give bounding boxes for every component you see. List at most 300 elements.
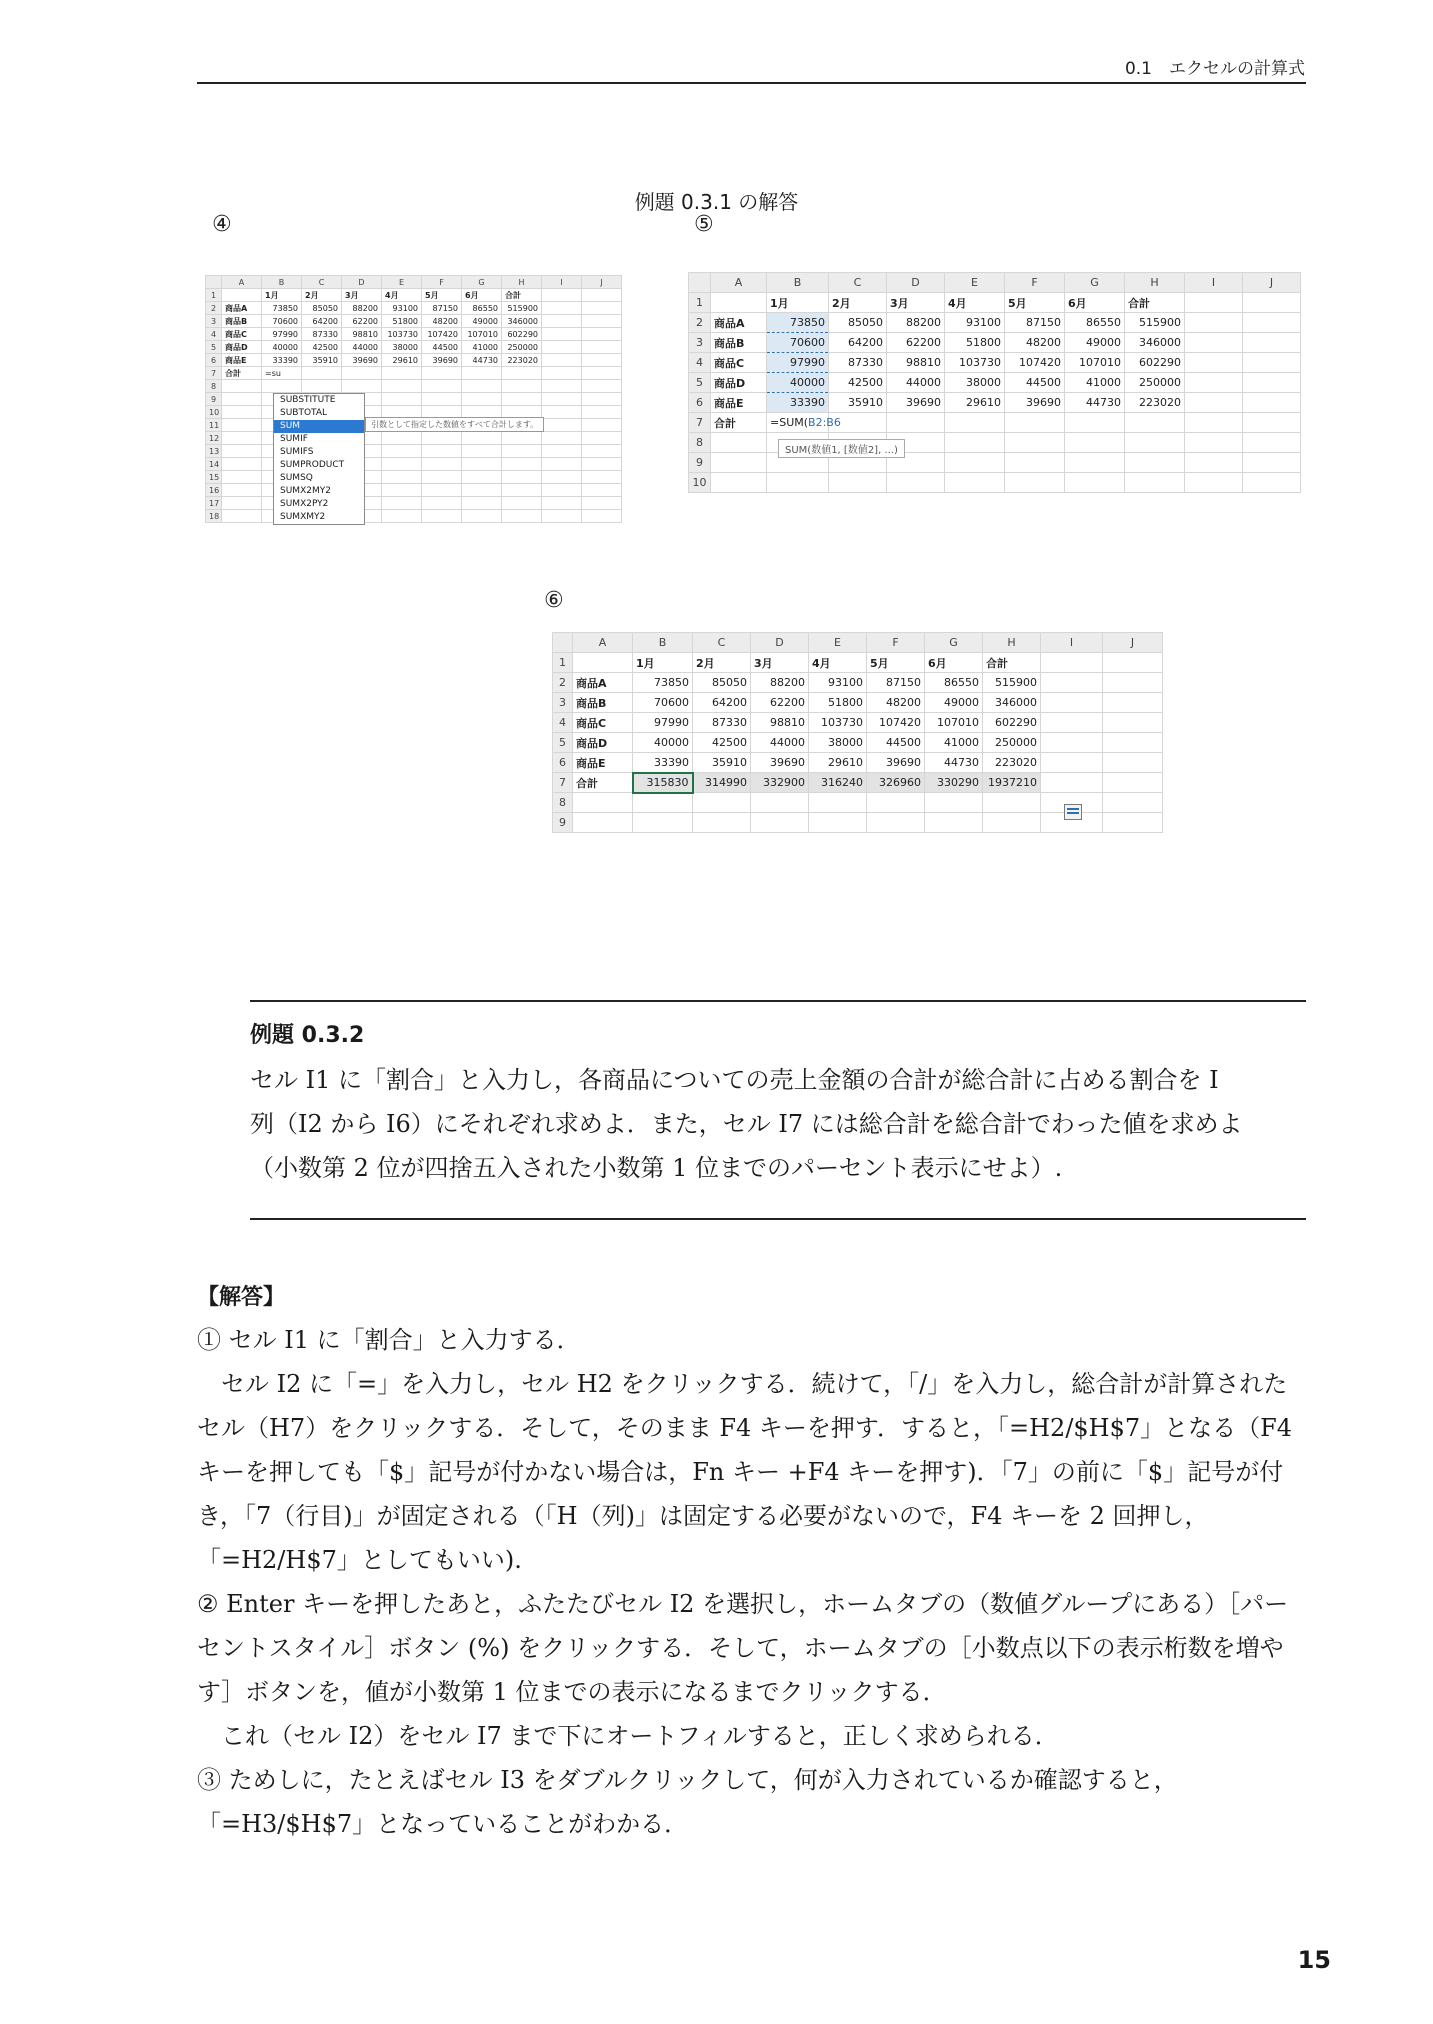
cell[interactable] [582, 393, 622, 406]
cell[interactable]: 49000 [1065, 333, 1125, 353]
cell[interactable]: 29610 [945, 393, 1005, 413]
cell[interactable]: 70600 [262, 315, 302, 328]
cell[interactable]: 64200 [693, 693, 751, 713]
column-header-C[interactable]: C [693, 633, 751, 653]
cell[interactable] [502, 471, 542, 484]
cell[interactable]: 40000 [767, 373, 829, 393]
cell[interactable]: 商品E [711, 393, 767, 413]
cell[interactable]: 85050 [302, 302, 342, 315]
cell[interactable] [751, 793, 809, 813]
cell[interactable]: 315830 [633, 773, 693, 793]
cell[interactable] [1103, 653, 1163, 673]
dropdown-item-sumproduct[interactable]: SUMPRODUCT [280, 460, 345, 470]
cell[interactable] [1065, 433, 1125, 453]
cell[interactable]: 98810 [342, 328, 382, 341]
cell[interactable]: 62200 [887, 333, 945, 353]
cell[interactable]: 93100 [382, 302, 422, 315]
cell[interactable]: 48200 [867, 693, 925, 713]
cell[interactable] [422, 497, 462, 510]
cell[interactable] [382, 510, 422, 523]
row-header[interactable]: 9 [689, 453, 711, 473]
cell[interactable] [887, 413, 945, 433]
dropdown-item-subtotal[interactable]: SUBTOTAL [280, 408, 328, 418]
cell[interactable] [462, 393, 502, 406]
cell[interactable]: 49000 [925, 693, 983, 713]
cell[interactable] [542, 458, 582, 471]
cell[interactable] [1103, 813, 1163, 833]
cell[interactable]: 346000 [983, 693, 1041, 713]
row-header[interactable]: 1 [553, 653, 573, 673]
cell[interactable] [302, 380, 342, 393]
cell[interactable]: 35910 [302, 354, 342, 367]
cell[interactable] [462, 458, 502, 471]
cell[interactable]: 44500 [1005, 373, 1065, 393]
cell[interactable]: 29610 [809, 753, 867, 773]
cell[interactable] [1243, 373, 1301, 393]
cell[interactable]: 商品A [222, 302, 262, 315]
cell[interactable] [542, 471, 582, 484]
cell[interactable] [1243, 353, 1301, 373]
cell[interactable] [945, 473, 1005, 493]
column-header-D[interactable]: D [751, 633, 809, 653]
column-header-H[interactable]: H [1125, 273, 1185, 293]
cell[interactable]: 5月 [1005, 293, 1065, 313]
cell[interactable]: 44500 [867, 733, 925, 753]
cell[interactable] [1185, 353, 1243, 373]
row-header[interactable]: 14 [206, 458, 222, 471]
cell[interactable] [462, 510, 502, 523]
cell[interactable]: 39690 [751, 753, 809, 773]
cell[interactable]: 3月 [751, 653, 809, 673]
cell[interactable]: 商品D [222, 341, 262, 354]
cell[interactable]: 44500 [422, 341, 462, 354]
cell[interactable] [582, 432, 622, 445]
cell[interactable] [582, 328, 622, 341]
cell[interactable]: 41000 [462, 341, 502, 354]
cell[interactable] [382, 497, 422, 510]
cell[interactable]: 商品D [711, 373, 767, 393]
cell[interactable]: 88200 [342, 302, 382, 315]
column-header-J[interactable]: J [1103, 633, 1163, 653]
cell[interactable] [502, 497, 542, 510]
cell[interactable] [867, 793, 925, 813]
cell[interactable] [1065, 413, 1125, 433]
column-header-J[interactable]: J [1243, 273, 1301, 293]
cell[interactable] [582, 367, 622, 380]
cell[interactable]: 346000 [502, 315, 542, 328]
cell[interactable]: 6月 [925, 653, 983, 673]
cell[interactable]: 合計 [502, 289, 542, 302]
cell[interactable]: 39690 [887, 393, 945, 413]
select-all-corner[interactable] [206, 276, 222, 289]
dropdown-item-sumsq[interactable]: SUMSQ [280, 473, 313, 483]
row-header[interactable]: 17 [206, 497, 222, 510]
column-header-I[interactable]: I [1185, 273, 1243, 293]
cell[interactable] [1243, 333, 1301, 353]
cell[interactable] [573, 813, 633, 833]
cell[interactable] [302, 367, 342, 380]
cell[interactable] [462, 471, 502, 484]
cell[interactable]: 86550 [925, 673, 983, 693]
cell[interactable]: 2月 [302, 289, 342, 302]
cell[interactable]: 107010 [462, 328, 502, 341]
cell[interactable] [422, 510, 462, 523]
column-header-D[interactable]: D [342, 276, 382, 289]
cell[interactable]: 6月 [462, 289, 502, 302]
cell[interactable] [633, 813, 693, 833]
column-header-G[interactable]: G [925, 633, 983, 653]
cell[interactable] [1243, 313, 1301, 333]
cell[interactable]: 93100 [809, 673, 867, 693]
cell[interactable]: 87330 [829, 353, 887, 373]
row-header[interactable]: 5 [206, 341, 222, 354]
cell[interactable] [1185, 473, 1243, 493]
cell[interactable]: 73850 [767, 313, 829, 333]
column-header-E[interactable]: E [945, 273, 1005, 293]
cell[interactable] [582, 341, 622, 354]
row-header[interactable]: 16 [206, 484, 222, 497]
cell[interactable] [751, 813, 809, 833]
cell[interactable] [342, 380, 382, 393]
cell[interactable] [1243, 433, 1301, 453]
row-header[interactable]: 13 [206, 445, 222, 458]
cell[interactable]: 合計 [711, 413, 767, 433]
column-header-B[interactable]: B [767, 273, 829, 293]
row-header[interactable]: 5 [553, 733, 573, 753]
cell[interactable]: 346000 [1125, 333, 1185, 353]
row-header[interactable]: 8 [553, 793, 573, 813]
column-header-D[interactable]: D [887, 273, 945, 293]
cell[interactable]: 33390 [633, 753, 693, 773]
cell[interactable]: 602290 [1125, 353, 1185, 373]
cell[interactable]: 41000 [925, 733, 983, 753]
cell[interactable]: 35910 [693, 753, 751, 773]
cell[interactable]: 98810 [751, 713, 809, 733]
row-header[interactable]: 10 [689, 473, 711, 493]
cell[interactable]: 39690 [1005, 393, 1065, 413]
cell[interactable] [542, 419, 582, 432]
cell[interactable] [542, 432, 582, 445]
cell[interactable]: 250000 [983, 733, 1041, 753]
cell[interactable] [582, 315, 622, 328]
cell[interactable]: 330290 [925, 773, 983, 793]
cell[interactable] [222, 458, 262, 471]
cell[interactable]: 商品C [573, 713, 633, 733]
cell[interactable]: 商品A [711, 313, 767, 333]
cell[interactable]: 107010 [925, 713, 983, 733]
cell[interactable]: 44730 [462, 354, 502, 367]
row-header[interactable]: 1 [689, 293, 711, 313]
cell[interactable]: 73850 [633, 673, 693, 693]
cell[interactable]: 合計 [983, 653, 1041, 673]
cell[interactable] [829, 473, 887, 493]
column-header-A[interactable]: A [711, 273, 767, 293]
cell[interactable] [582, 289, 622, 302]
cell[interactable]: 326960 [867, 773, 925, 793]
cell[interactable] [502, 393, 542, 406]
cell[interactable] [1041, 693, 1103, 713]
autocomplete-dropdown[interactable] [273, 393, 365, 525]
cell[interactable] [462, 367, 502, 380]
cell[interactable] [262, 380, 302, 393]
cell[interactable] [1103, 733, 1163, 753]
cell[interactable] [1243, 293, 1301, 313]
cell[interactable]: 87330 [302, 328, 342, 341]
dropdown-item-sum[interactable]: SUM [274, 420, 364, 433]
cell[interactable]: 1937210 [983, 773, 1041, 793]
cell[interactable] [542, 315, 582, 328]
cell[interactable] [462, 484, 502, 497]
cell[interactable]: 515900 [502, 302, 542, 315]
cell[interactable] [222, 484, 262, 497]
cell[interactable]: 87150 [422, 302, 462, 315]
cell[interactable]: 商品B [711, 333, 767, 353]
cell[interactable] [1005, 433, 1065, 453]
cell[interactable]: 250000 [1125, 373, 1185, 393]
cell[interactable] [1125, 453, 1185, 473]
cell[interactable]: 商品D [573, 733, 633, 753]
cell[interactable]: 38000 [382, 341, 422, 354]
cell[interactable] [422, 380, 462, 393]
cell[interactable] [1185, 453, 1243, 473]
cell[interactable] [422, 484, 462, 497]
cell[interactable]: 85050 [829, 313, 887, 333]
cell[interactable]: 49000 [462, 315, 502, 328]
cell[interactable] [1065, 473, 1125, 493]
cell[interactable]: 合計 [573, 773, 633, 793]
cell[interactable]: 44730 [1065, 393, 1125, 413]
formula-cell[interactable] [767, 413, 841, 433]
cell[interactable] [422, 458, 462, 471]
cell[interactable] [502, 432, 542, 445]
cell[interactable] [1125, 433, 1185, 453]
cell[interactable] [382, 432, 422, 445]
cell[interactable]: 2月 [829, 293, 887, 313]
cell[interactable]: 93100 [945, 313, 1005, 333]
cell[interactable]: 97990 [262, 328, 302, 341]
cell[interactable] [1103, 713, 1163, 733]
row-header[interactable]: 10 [206, 406, 222, 419]
cell[interactable] [1185, 333, 1243, 353]
row-header[interactable]: 4 [553, 713, 573, 733]
cell[interactable] [1185, 313, 1243, 333]
cell[interactable]: 5月 [422, 289, 462, 302]
cell[interactable] [1103, 673, 1163, 693]
cell[interactable]: 44000 [342, 341, 382, 354]
cell[interactable]: 103730 [945, 353, 1005, 373]
cell[interactable]: 64200 [302, 315, 342, 328]
cell[interactable]: 商品B [222, 315, 262, 328]
cell[interactable] [711, 453, 767, 473]
cell[interactable]: 42500 [302, 341, 342, 354]
cell[interactable] [382, 458, 422, 471]
dropdown-item-sumif[interactable]: SUMIF [280, 434, 308, 444]
cell[interactable] [1103, 693, 1163, 713]
row-header[interactable]: 12 [206, 432, 222, 445]
cell[interactable] [983, 793, 1041, 813]
row-header[interactable]: 6 [553, 753, 573, 773]
cell[interactable]: 87330 [693, 713, 751, 733]
cell[interactable] [222, 289, 262, 302]
cell[interactable] [582, 484, 622, 497]
cell[interactable] [502, 380, 542, 393]
column-header-C[interactable]: C [302, 276, 342, 289]
column-header-J[interactable]: J [582, 276, 622, 289]
row-header[interactable]: 3 [689, 333, 711, 353]
cell[interactable]: 商品A [573, 673, 633, 693]
cell[interactable] [633, 793, 693, 813]
cell[interactable]: 39690 [422, 354, 462, 367]
cell[interactable]: 合計 [1125, 293, 1185, 313]
cell[interactable]: 107420 [422, 328, 462, 341]
cell[interactable]: 商品C [222, 328, 262, 341]
cell[interactable] [925, 793, 983, 813]
cell[interactable]: 44000 [887, 373, 945, 393]
cell[interactable]: 62200 [342, 315, 382, 328]
cell[interactable] [542, 445, 582, 458]
cell[interactable]: 98810 [887, 353, 945, 373]
cell[interactable] [542, 289, 582, 302]
row-header[interactable]: 5 [689, 373, 711, 393]
row-header[interactable]: 8 [206, 380, 222, 393]
cell[interactable]: 86550 [1065, 313, 1125, 333]
cell[interactable] [1103, 773, 1163, 793]
cell[interactable] [1243, 473, 1301, 493]
row-header[interactable]: 9 [553, 813, 573, 833]
column-header-H[interactable]: H [502, 276, 542, 289]
formula-cell[interactable]: =su [262, 367, 302, 380]
cell[interactable]: 70600 [767, 333, 829, 353]
cell[interactable] [1185, 393, 1243, 413]
cell[interactable] [582, 406, 622, 419]
dropdown-item-sumx2py2[interactable]: SUMX2PY2 [280, 499, 329, 509]
cell[interactable] [502, 367, 542, 380]
cell[interactable]: 商品B [573, 693, 633, 713]
cell[interactable] [1185, 413, 1243, 433]
cell[interactable] [887, 473, 945, 493]
column-header-F[interactable]: F [1005, 273, 1065, 293]
cell[interactable] [582, 471, 622, 484]
dropdown-item-sumxmy2[interactable]: SUMXMY2 [280, 512, 326, 522]
column-header-C[interactable]: C [829, 273, 887, 293]
cell[interactable]: 1月 [767, 293, 829, 313]
column-header-B[interactable]: B [633, 633, 693, 653]
column-header-B[interactable]: B [262, 276, 302, 289]
cell[interactable] [573, 653, 633, 673]
cell[interactable] [582, 510, 622, 523]
row-header[interactable]: 4 [206, 328, 222, 341]
cell[interactable]: 5月 [867, 653, 925, 673]
cell[interactable] [1041, 653, 1103, 673]
cell[interactable]: 商品E [573, 753, 633, 773]
cell[interactable] [711, 433, 767, 453]
column-header-I[interactable]: I [1041, 633, 1103, 653]
cell[interactable] [542, 380, 582, 393]
cell[interactable]: 商品E [222, 354, 262, 367]
cell[interactable]: 88200 [751, 673, 809, 693]
cell[interactable] [1185, 433, 1243, 453]
cell[interactable] [1065, 453, 1125, 473]
paste-options-icon[interactable] [1064, 804, 1082, 820]
cell[interactable]: 33390 [262, 354, 302, 367]
cell[interactable]: 250000 [502, 341, 542, 354]
cell[interactable] [1125, 473, 1185, 493]
cell[interactable]: 35910 [829, 393, 887, 413]
row-header[interactable]: 7 [689, 413, 711, 433]
cell[interactable] [1041, 673, 1103, 693]
cell[interactable] [422, 471, 462, 484]
cell[interactable]: 4月 [382, 289, 422, 302]
column-header-E[interactable]: E [382, 276, 422, 289]
row-header[interactable]: 7 [206, 367, 222, 380]
cell[interactable]: 223020 [502, 354, 542, 367]
cell[interactable] [422, 393, 462, 406]
cell[interactable]: 316240 [809, 773, 867, 793]
column-header-F[interactable]: F [422, 276, 462, 289]
cell[interactable]: 40000 [262, 341, 302, 354]
cell[interactable] [1041, 753, 1103, 773]
cell[interactable] [222, 510, 262, 523]
cell[interactable] [222, 419, 262, 432]
cell[interactable] [1041, 773, 1103, 793]
row-header[interactable]: 18 [206, 510, 222, 523]
row-header[interactable]: 7 [553, 773, 573, 793]
row-header[interactable]: 2 [553, 673, 573, 693]
select-all-corner[interactable] [689, 273, 711, 293]
cell[interactable]: 64200 [829, 333, 887, 353]
cell[interactable] [1243, 393, 1301, 413]
cell[interactable] [382, 380, 422, 393]
cell[interactable] [222, 380, 262, 393]
cell[interactable] [582, 354, 622, 367]
cell[interactable] [502, 445, 542, 458]
cell[interactable] [582, 380, 622, 393]
dropdown-item-substitute[interactable]: SUBSTITUTE [280, 395, 336, 405]
column-header-F[interactable]: F [867, 633, 925, 653]
cell[interactable] [222, 406, 262, 419]
cell[interactable] [1041, 733, 1103, 753]
cell[interactable] [767, 473, 829, 493]
cell[interactable]: 4月 [809, 653, 867, 673]
cell[interactable]: 87150 [867, 673, 925, 693]
cell[interactable]: 42500 [829, 373, 887, 393]
cell[interactable] [222, 471, 262, 484]
cell[interactable]: 38000 [809, 733, 867, 753]
cell[interactable] [1185, 373, 1243, 393]
cell[interactable] [382, 367, 422, 380]
cell[interactable] [809, 793, 867, 813]
cell[interactable]: 51800 [382, 315, 422, 328]
cell[interactable] [542, 393, 582, 406]
row-header[interactable]: 15 [206, 471, 222, 484]
cell[interactable]: 87150 [1005, 313, 1065, 333]
row-header[interactable]: 11 [206, 419, 222, 432]
cell[interactable] [502, 458, 542, 471]
cell[interactable] [693, 813, 751, 833]
cell[interactable]: 6月 [1065, 293, 1125, 313]
cell[interactable] [382, 445, 422, 458]
cell[interactable]: 515900 [1125, 313, 1185, 333]
cell[interactable]: 3月 [887, 293, 945, 313]
cell[interactable] [542, 497, 582, 510]
cell[interactable] [422, 367, 462, 380]
cell[interactable]: 602290 [983, 713, 1041, 733]
column-header-A[interactable]: A [222, 276, 262, 289]
cell[interactable]: 223020 [1125, 393, 1185, 413]
cell[interactable] [222, 393, 262, 406]
cell[interactable]: 39690 [342, 354, 382, 367]
cell[interactable]: 103730 [809, 713, 867, 733]
